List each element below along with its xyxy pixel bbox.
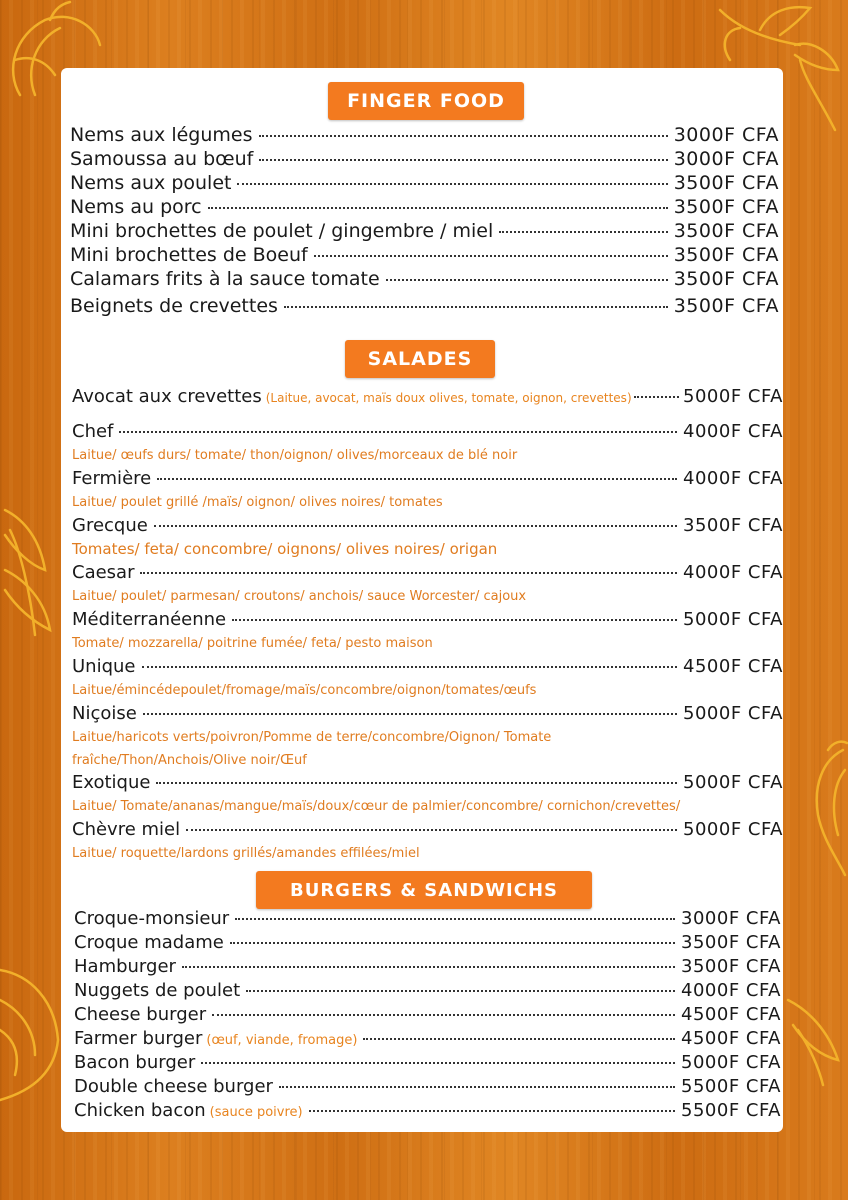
item-name: Méditerranéenne [72,609,227,630]
item-description: Laitue/haricots verts/poivron/Pomme de terre/concombre/Oignon/ Tomate [72,730,552,745]
item-price: 3500F CFA [673,220,779,242]
leader-dots [314,255,668,257]
menu-card [61,68,783,1132]
menu-item [72,562,783,583]
menu-item [72,421,783,442]
item-price: 3500F CFA [673,268,779,290]
item-description: Tomates/ feta/ concombre/ oignons/ olives noires/ origan [72,540,498,558]
item-price: 5000F CFA [683,772,783,793]
item-name: Nems au porc [70,196,202,218]
item-name: Grecque [72,515,148,536]
item-name: Double cheese burger [74,1076,273,1097]
herb-leaf-icon [0,490,60,640]
item-name: Cheese burger [74,1004,207,1025]
menu-item [72,703,783,724]
menu-item [74,1100,781,1121]
menu-item [70,172,779,194]
leader-dots [259,135,668,137]
leader-dots [140,572,677,574]
menu-item [74,1028,781,1049]
item-price: 3000F CFA [673,148,779,170]
item-name: Niçoise [72,703,137,724]
leader-dots [235,918,675,920]
item-name: Chef [72,421,114,442]
leader-dots [246,990,675,992]
item-name: Fermière [72,468,152,489]
leader-dots [309,1110,675,1112]
item-price: 5000F CFA [683,386,783,407]
item-ingredients: (œuf, viande, fromage) [206,1033,358,1048]
leader-dots [284,306,668,308]
item-price: 3000F CFA [681,908,781,929]
section-title-salades: SALADES [345,340,495,378]
leader-dots [208,207,668,209]
herb-leaf-icon [783,990,848,1090]
menu-item [70,124,779,146]
menu-item [70,220,779,242]
menu-item [74,1052,781,1073]
leader-dots [143,713,677,715]
item-price: 3500F CFA [683,515,783,536]
item-description: Laitue/ œufs durs/ tomate/ thon/oignon/ olives/morceaux de blé noir [72,448,518,463]
item-name: Samoussa au bœuf [70,148,254,170]
menu-item [74,980,781,1001]
item-name: Chicken bacon [74,1100,206,1121]
menu-item [72,772,783,793]
item-price: 5000F CFA [683,609,783,630]
item-description: Tomate/ mozzarella/ poitrine fumée/ feta/ pesto maison [72,636,433,651]
menu-item [74,908,781,929]
leader-dots [232,619,677,621]
item-description: Laitue/ poulet/ parmesan/ croutons/ anchois/ sauce Worcester/ cajoux [72,589,527,604]
item-name: Hamburger [74,956,176,977]
item-description: fraîche/Thon/Anchois/Olive noir/Œuf [72,753,307,768]
section-title-burgers: BURGERS & SANDWICHS [256,871,592,909]
leader-dots [186,829,677,831]
item-price: 4000F CFA [683,468,783,489]
item-name: Croque-monsieur [74,908,230,929]
item-name: Mini brochettes de poulet / gingembre / miel [70,220,494,242]
item-price: 4500F CFA [683,656,783,677]
leader-dots [201,1062,675,1064]
item-price: 5500F CFA [681,1076,781,1097]
item-description: Laitue/ Tomate/ananas/mangue/maïs/doux/cœur de palmier/concombre/ cornichon/crevettes/ [72,799,681,814]
item-price: 4000F CFA [683,562,783,583]
item-name: Chèvre miel [72,819,181,840]
menu-item [72,386,783,407]
item-name: Caesar [72,562,135,583]
item-description: Laitue/ poulet grillé /maïs/ oignon/ olives noires/ tomates [72,495,443,510]
menu-item [70,244,779,266]
menu-item [70,295,779,317]
menu-item [70,268,779,290]
onion-icon [0,960,60,1110]
item-price: 3500F CFA [681,932,781,953]
pepper-icon [783,740,848,880]
leader-dots [363,1038,675,1040]
section-title-finger-food: FINGER FOOD [328,82,524,120]
menu-item [72,656,783,677]
item-price: 5000F CFA [681,1052,781,1073]
item-description: Laitue/ roquette/lardons grillés/amandes effilées/miel [72,846,420,861]
item-name: Beignets de crevettes [70,295,278,317]
item-price: 4500F CFA [681,1004,781,1025]
item-price: 3500F CFA [681,956,781,977]
item-price: 3000F CFA [673,124,779,146]
item-price: 3500F CFA [673,172,779,194]
item-price: 5000F CFA [683,819,783,840]
menu-item [72,468,783,489]
menu-item [72,609,783,630]
leader-dots [634,396,679,398]
item-name: Nems aux poulet [70,172,232,194]
menu-item [74,1076,781,1097]
menu-item [74,1004,781,1025]
item-price: 5500F CFA [681,1100,781,1121]
leader-dots [154,525,677,527]
menu-item [70,196,779,218]
item-name: Calamars frits à la sauce tomate [70,268,380,290]
item-name: Farmer burger [74,1028,203,1049]
leader-dots [142,666,678,668]
item-price: 3500F CFA [673,244,779,266]
item-description: Laitue/émincédepoulet/fromage/maïs/concombre/oignon/tomates/œufs [72,683,537,698]
leader-dots [156,782,677,784]
menu-item [74,932,781,953]
item-name: Unique [72,656,136,677]
item-price: 3500F CFA [673,196,779,218]
item-name: Mini brochettes de Boeuf [70,244,308,266]
item-price: 4000F CFA [683,421,783,442]
item-name: Exotique [72,772,151,793]
item-ingredients: (Laitue, avocat, maïs doux olives, tomate, oignon, crevettes) [265,391,632,405]
leader-dots [386,279,668,281]
item-price: 3500F CFA [673,295,779,317]
item-name: Nuggets de poulet [74,980,241,1001]
item-price: 4000F CFA [681,980,781,1001]
leader-dots [230,942,675,944]
leader-dots [499,231,667,233]
leader-dots [279,1086,675,1088]
leader-dots [119,431,677,433]
item-price: 4500F CFA [681,1028,781,1049]
leader-dots [212,1014,675,1016]
item-name: Nems aux légumes [70,124,253,146]
leader-dots [182,966,675,968]
item-name: Croque madame [74,932,224,953]
item-price: 5000F CFA [683,703,783,724]
leader-dots [157,478,677,480]
menu-item [70,148,779,170]
leader-dots [259,159,667,161]
item-name: Bacon burger [74,1052,196,1073]
menu-item [72,819,783,840]
menu-item [72,515,783,536]
menu-item [74,956,781,977]
item-name: Avocat aux crevettes [72,386,262,407]
leader-dots [237,183,667,185]
item-ingredients: (sauce poivre) [209,1105,303,1120]
